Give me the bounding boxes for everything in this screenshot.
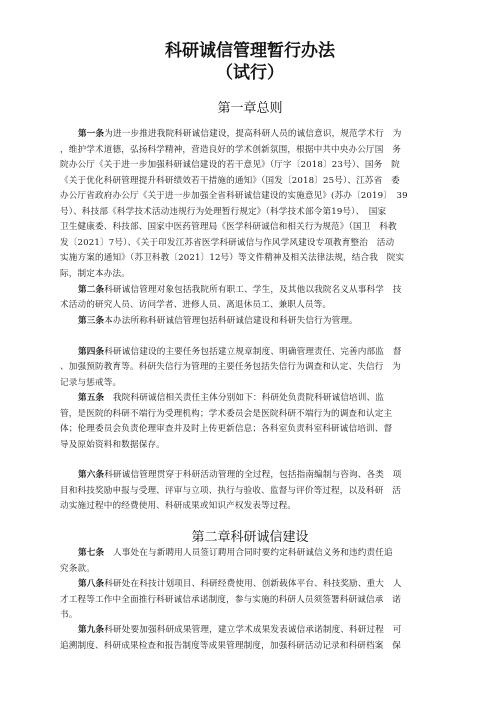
article-text: 、加强预防教育等。科研失信行为管理的主要任务包括失信行为调查和认定、失信行 为 <box>60 362 402 372</box>
article-text: 管，是医院的科研不端行为受理机构；学术委员会是医院科研不端行为的调查和认定主 <box>60 408 393 419</box>
article-line <box>78 316 358 327</box>
article-line <box>60 440 165 451</box>
article-text: 导及原始资料和数据保存。 <box>60 439 165 450</box>
article-line <box>60 145 401 156</box>
article-line <box>78 625 402 636</box>
article-line <box>60 269 130 280</box>
document-subtitle: （试行） <box>216 63 284 83</box>
article-label: 第九条 <box>78 625 105 635</box>
article-line <box>60 486 401 497</box>
article-text: 科研诚信管理对象包括我院所有职工、学生，及其他以我院名义从事科学 技 <box>104 284 402 295</box>
article-text: 我院科研诚信相关责任主体分别如下：科研处负责院科研诚信培训、监 <box>104 393 385 403</box>
article-line <box>60 641 401 652</box>
article-text: 际，制定本办法。 <box>60 268 130 279</box>
article-line <box>60 222 397 233</box>
article-line <box>60 300 331 311</box>
article-text: 本办法所称科研诚信管理包括科研诚信建设和科研失信行为管理。 <box>104 315 358 326</box>
article-text: 目和科技奖励申报与受理、评审与立项、执行与验收、监督与评价等过程，以及科研 活 <box>60 485 402 496</box>
article-label: 第二条 <box>78 284 105 295</box>
article-line <box>60 409 392 420</box>
article-text: 书。 <box>60 610 78 620</box>
article-line <box>60 191 408 202</box>
article-label: 第三条 <box>78 315 105 326</box>
article-line <box>78 393 384 404</box>
article-line <box>78 470 402 481</box>
article-line <box>60 238 394 249</box>
article-line <box>60 176 400 187</box>
chapter-heading-2: 第二章科研诚信建设 <box>191 530 309 545</box>
article-text: 为进一步推进我院科研诚信建设，提高科研人员的诚信意识，规范学术行 为 <box>104 129 402 139</box>
article-label: 第一条 <box>78 129 105 139</box>
article-line <box>60 501 296 512</box>
article-label: 第六条 <box>78 470 105 480</box>
article-line <box>60 595 401 606</box>
article-text: 卫生健康委、科技部、国家中医药管理局《医学科研诚信和相关行为规范》（国卫 科教 <box>60 222 397 232</box>
article-line <box>60 253 404 264</box>
article-text: 《关于优化科研管理提升科研绩效若干措施的通知》（国发〔2018〕25号）、江苏省 委 <box>60 175 400 186</box>
article-line <box>60 424 392 435</box>
article-line <box>60 564 95 575</box>
article-text: 追溯制度、科研成果检查和报告制度等成果管理制度，加强科研活动记录和科研档案 保 <box>60 640 402 651</box>
article-text: 科研处在科技计划项目、科研经费使用、创新载体平台、科技奖励、重大 人 <box>104 579 402 589</box>
article-line <box>78 579 402 590</box>
article-line <box>60 207 386 218</box>
article-text: 人事处在与新聘用人员签订聘用合同时要约定科研诚信义务和违约责任追 <box>104 548 393 558</box>
document-title: 科研诚信管理暂行办法 <box>165 41 335 61</box>
article-label: 第七条 <box>78 548 105 558</box>
article-text: 号）、科技部《科学技术活动违规行为处理暂行规定》（科学技术部令第19号）、 国家 <box>60 206 387 217</box>
chapter-heading-1: 第一章总则 <box>217 101 283 116</box>
article-text: 术活动的研究人员、访问学者、进修人员、离退休员工、兼职人员等。 <box>60 300 332 310</box>
article-line <box>78 285 402 296</box>
article-text: 才工程等工作中全面推行科研诚信承诺制度，参与实施的科研人员须签署科研诚信承 诺 <box>60 594 402 605</box>
article-text: 科研诚信管理贯穿于科研活动管理的全过程，包括指南编制与咨询、各类 项 <box>104 470 402 480</box>
article-text: 究条款。 <box>60 563 95 574</box>
article-text: 发〔2021〕7号）、《关于印发江苏省医学科研诚信与作风学风建设专项教育整治 活动 <box>60 237 395 248</box>
article-line <box>60 610 78 621</box>
article-text: 科研诚信建设的主要任务包括建立规章制度、明确管理责任、完善内部监 督 <box>104 346 402 357</box>
article-label: 第五条 <box>78 393 105 403</box>
article-label: 第四条 <box>78 346 105 357</box>
article-text: 办公厅省政府办公厅《关于进一步加强全省科研诚信建设的实施意见》(苏办〔2019〕 39 <box>60 191 408 201</box>
article-line <box>60 362 401 373</box>
article-text: 体；伦理委员会负责伦理审查并及时上传更新信息；各科室负责科室科研诚信培训、督 <box>60 424 393 434</box>
article-line <box>60 378 121 389</box>
article-label: 第八条 <box>78 579 105 589</box>
article-line <box>78 347 402 358</box>
article-text: 院办公厅《关于进一步加强科研诚信建设的若干意见》（厅字〔2018〕23号）、国务 院 <box>60 160 400 170</box>
article-text: ，维护学术道德，弘扬科学精神，营造良好的学术创新氛围，根据中共中央办公厅国 务 <box>60 144 402 155</box>
article-text: 动实施过程中的经费使用、科研成果或知识产权发表等过程。 <box>60 501 297 511</box>
article-text: 记录与惩戒等。 <box>60 377 122 388</box>
article-line <box>60 160 400 171</box>
article-text: 实施方案的通知》（苏卫科教〔2021〕12号）等文件精神及相关法律法规，结合我 院实 <box>60 253 405 263</box>
article-line <box>78 548 393 559</box>
article-line <box>78 129 402 140</box>
article-text: 科研处要加强科研成果管理，建立学术成果发表诚信承诺制度、科研过程 可 <box>104 625 402 635</box>
